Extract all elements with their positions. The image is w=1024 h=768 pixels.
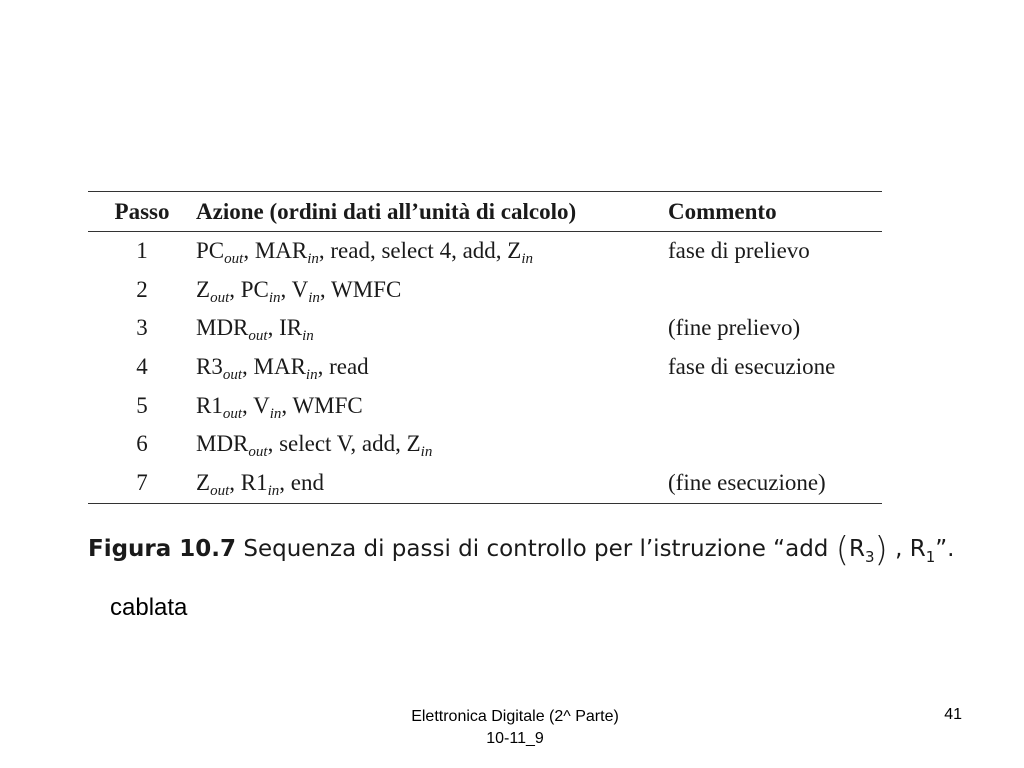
table-row xyxy=(88,386,882,425)
row-comment: fase di esecuzione xyxy=(668,353,836,379)
figure-caption xyxy=(88,530,968,570)
subtitle-cablata: cablata xyxy=(110,594,188,621)
action-text: Z xyxy=(196,470,211,496)
table-row xyxy=(88,232,882,271)
figure-label: Figura 10.7 xyxy=(88,536,237,562)
caption-paren-close: ) xyxy=(874,530,888,570)
row-action xyxy=(196,464,668,504)
action-text: PC xyxy=(196,238,225,264)
row-comment xyxy=(668,270,882,309)
action-subscript: in xyxy=(521,251,534,268)
table-body xyxy=(88,232,882,504)
action-subscript: out xyxy=(222,366,243,383)
header-comment: Commento xyxy=(668,198,777,224)
row-action xyxy=(196,348,668,387)
row-comment: (fine esecuzione) xyxy=(668,470,826,496)
footer-line1: Elettronica Digitale (2^ Parte) xyxy=(411,708,619,725)
caption-end: ”. xyxy=(935,536,955,562)
row-comment xyxy=(668,386,882,425)
table-header-row xyxy=(88,192,882,232)
header-step: Passo xyxy=(114,198,170,224)
action-text: , MAR xyxy=(243,238,308,264)
caption-reg-b-sub: 1 xyxy=(925,548,936,566)
caption-text: Sequenza di passi di controllo per l’istruzione “add xyxy=(243,536,829,562)
row-step: 5 xyxy=(136,392,148,418)
action-text: , R1 xyxy=(229,470,268,496)
row-comment: fase di prelievo xyxy=(668,238,810,264)
table-row xyxy=(88,464,882,504)
row-step: 1 xyxy=(136,238,148,264)
action-subscript: out xyxy=(210,483,230,500)
action-text: Z xyxy=(196,276,211,302)
action-subscript: in xyxy=(269,405,282,422)
row-comment: (fine prelievo) xyxy=(668,315,801,341)
action-subscript: out xyxy=(248,444,268,461)
action-text: MDR xyxy=(196,315,249,341)
action-subscript: out xyxy=(222,405,243,422)
caption-reg-a: R xyxy=(848,536,865,562)
caption-reg-a-sub: 3 xyxy=(864,548,875,566)
action-text: MDR xyxy=(196,431,249,457)
action-text: , MAR xyxy=(242,353,306,379)
action-text: , V xyxy=(280,276,309,302)
header-action: Azione (ordini dati all’unità di calcolo) xyxy=(196,198,577,224)
row-step: 3 xyxy=(136,315,148,341)
table-row xyxy=(88,348,882,387)
action-text: , IR xyxy=(267,315,303,341)
action-subscript: in xyxy=(420,444,433,461)
action-subscript: in xyxy=(307,251,319,268)
footer-title xyxy=(360,706,670,750)
table-row xyxy=(88,309,882,348)
action-subscript: out xyxy=(224,251,244,268)
action-subscript: in xyxy=(305,366,318,383)
footer-line2: 10-11_9 xyxy=(486,730,544,747)
action-text: R1 xyxy=(196,392,223,418)
action-subscript: in xyxy=(308,289,320,306)
row-step: 4 xyxy=(136,353,148,379)
page-number: 41 xyxy=(944,706,962,723)
action-text: , WMFC xyxy=(281,392,363,418)
action-text: , end xyxy=(279,470,324,496)
action-text: , WMFC xyxy=(319,276,402,302)
action-text: , V xyxy=(242,392,270,418)
action-text: , select V, add, Z xyxy=(267,431,421,457)
table-row xyxy=(88,270,882,309)
caption-paren-open: ( xyxy=(835,530,849,570)
caption-separator: , xyxy=(887,536,910,562)
row-action xyxy=(196,386,668,425)
action-subscript: out xyxy=(210,289,230,306)
row-action xyxy=(196,425,668,464)
row-action xyxy=(196,232,668,271)
row-step: 7 xyxy=(136,470,148,496)
action-subscript: out xyxy=(248,328,268,345)
action-text: , read, select 4, add, Z xyxy=(318,238,522,264)
action-text: R3 xyxy=(196,353,223,379)
row-action xyxy=(196,270,668,309)
action-subscript: in xyxy=(268,289,281,306)
row-step: 2 xyxy=(136,276,148,302)
action-subscript: in xyxy=(302,328,314,345)
control-steps-table xyxy=(88,191,882,504)
row-step: 6 xyxy=(136,431,148,457)
action-text: , PC xyxy=(229,276,269,302)
row-comment xyxy=(668,425,882,464)
table-row xyxy=(88,425,882,464)
action-text: , read xyxy=(317,353,369,379)
caption-reg-b: R xyxy=(909,536,926,562)
row-action xyxy=(196,309,668,348)
action-subscript: in xyxy=(267,483,280,500)
